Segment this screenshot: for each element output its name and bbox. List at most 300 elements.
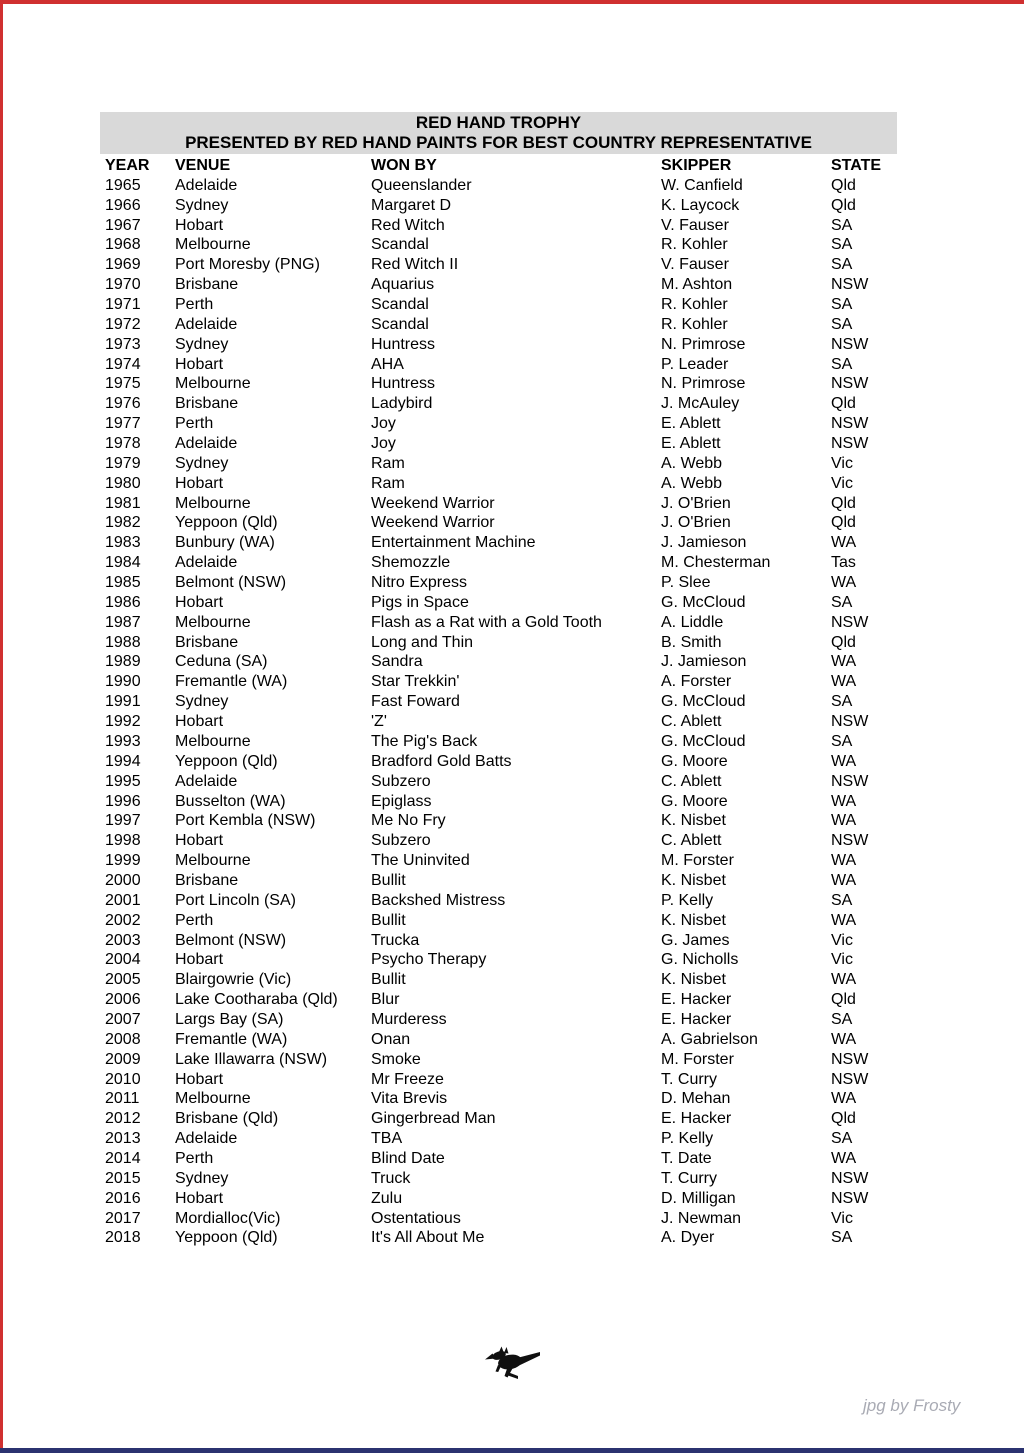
cell-state: WA: [831, 752, 857, 770]
column-header-skipper: SKIPPER: [661, 157, 732, 174]
cell-skipper: A. Gabrielson: [661, 1030, 758, 1048]
cell-won-by: Blur: [371, 991, 400, 1009]
cell-skipper: A. Liddle: [661, 613, 724, 631]
cell-year: 1973: [105, 335, 141, 353]
cell-year: 2014: [105, 1149, 141, 1167]
cell-state: Tas: [831, 554, 856, 572]
cell-won-by: Me No Fry: [371, 812, 446, 830]
cell-state: SA: [831, 1229, 853, 1247]
cell-year: 1975: [105, 375, 141, 393]
page-edge-left: [0, 0, 3, 1453]
cell-state: NSW: [831, 832, 869, 850]
cell-year: 2011: [105, 1090, 140, 1108]
cell-skipper: P. Kelly: [661, 1130, 714, 1148]
cell-year: 2001: [105, 891, 141, 909]
cell-won-by: Scandal: [371, 315, 429, 333]
cell-year: 2004: [105, 951, 141, 969]
cell-state: SA: [831, 216, 853, 234]
table-row: [100, 871, 897, 891]
trophy-table: [100, 156, 897, 1248]
cell-won-by: Joy: [371, 415, 396, 433]
cell-skipper: M. Ashton: [661, 276, 733, 294]
cell-won-by: Huntress: [371, 375, 436, 393]
cell-venue: Hobart: [175, 355, 224, 373]
cell-skipper: N. Primrose: [661, 375, 746, 393]
table-row: [100, 494, 897, 514]
cell-skipper: J. Newman: [661, 1209, 742, 1227]
table-row: [100, 573, 897, 593]
kangaroo-icon: [483, 1346, 541, 1380]
cell-year: 1979: [105, 454, 141, 472]
cell-year: 2013: [105, 1130, 141, 1148]
watermark-text: jpg by Frosty: [863, 1396, 961, 1415]
cell-skipper: M. Forster: [661, 852, 734, 870]
table-row: [100, 255, 897, 275]
cell-state: WA: [831, 792, 857, 810]
cell-state: Vic: [831, 951, 853, 969]
cell-venue: Perth: [175, 415, 214, 433]
cell-year: 1980: [105, 474, 141, 492]
cell-venue: Hobart: [175, 1189, 224, 1207]
cell-won-by: Aquarius: [371, 276, 435, 294]
cell-state: WA: [831, 971, 857, 989]
cell-year: 1988: [105, 633, 141, 651]
cell-won-by: Fast Foward: [371, 693, 460, 711]
table-row: [100, 315, 897, 335]
cell-venue: Hobart: [175, 593, 224, 611]
cell-won-by: Huntress: [371, 335, 436, 353]
cell-won-by: Entertainment Machine: [371, 534, 536, 552]
cell-venue: Adelaide: [175, 1130, 238, 1148]
cell-skipper: J. McAuley: [661, 395, 740, 413]
cell-won-by: Bullit: [371, 971, 406, 989]
cell-skipper: E. Hacker: [661, 991, 732, 1009]
cell-state: WA: [831, 812, 857, 830]
cell-state: WA: [831, 911, 857, 929]
table-row: [100, 891, 897, 911]
cell-year: 1984: [105, 554, 141, 572]
cell-skipper: K. Nisbet: [661, 871, 726, 889]
cell-skipper: J. Jamieson: [661, 534, 747, 552]
cell-year: 2010: [105, 1070, 141, 1088]
cell-year: 1997: [105, 812, 141, 830]
cell-year: 1967: [105, 216, 141, 234]
document-page: [100, 112, 897, 1248]
cell-skipper: D. Milligan: [661, 1189, 736, 1207]
cell-venue: Port Moresby (PNG): [175, 256, 320, 274]
cell-venue: Bunbury (WA): [175, 534, 275, 552]
cell-year: 2005: [105, 971, 141, 989]
table-row: [100, 593, 897, 613]
cell-state: SA: [831, 236, 853, 254]
cell-year: 1982: [105, 514, 141, 532]
cell-venue: Lake Cootharaba (Qld): [175, 991, 338, 1009]
cell-year: 2000: [105, 871, 141, 889]
cell-state: NSW: [831, 613, 869, 631]
cell-won-by: Long and Thin: [371, 633, 474, 651]
cell-venue: Busselton (WA): [175, 792, 286, 810]
cell-state: Vic: [831, 474, 853, 492]
cell-won-by: Blind Date: [371, 1149, 445, 1167]
cell-skipper: R. Kohler: [661, 296, 728, 314]
cell-won-by: Vita Brevis: [371, 1090, 448, 1108]
cell-skipper: R. Kohler: [661, 236, 728, 254]
cell-venue: Yeppoon (Qld): [175, 1229, 278, 1247]
cell-venue: Brisbane: [175, 276, 239, 294]
cell-won-by: Bullit: [371, 911, 406, 929]
cell-state: SA: [831, 296, 853, 314]
cell-year: 1966: [105, 196, 141, 214]
cell-skipper: J. Jamieson: [661, 653, 747, 671]
cell-skipper: A. Webb: [661, 474, 723, 492]
cell-won-by: The Uninvited: [371, 852, 470, 870]
cell-venue: Port Kembla (NSW): [175, 812, 316, 830]
cell-won-by: TBA: [371, 1130, 403, 1148]
cell-skipper: A. Dyer: [661, 1229, 715, 1247]
cell-venue: Sydney: [175, 335, 229, 353]
cell-state: WA: [831, 653, 857, 671]
cell-venue: Brisbane (Qld): [175, 1110, 279, 1128]
cell-state: WA: [831, 1030, 857, 1048]
table-row: [100, 553, 897, 573]
table-row: [100, 1149, 897, 1169]
cell-year: 2007: [105, 1010, 141, 1028]
cell-state: NSW: [831, 772, 869, 790]
table-header-row: [100, 156, 897, 176]
cell-state: NSW: [831, 435, 869, 453]
table-row: [100, 394, 897, 414]
cell-year: 1978: [105, 435, 141, 453]
column-header-won-by: WON BY: [371, 157, 437, 174]
cell-won-by: Murderess: [371, 1010, 447, 1028]
cell-skipper: A. Webb: [661, 454, 723, 472]
table-row: [100, 434, 897, 454]
table-row: [100, 235, 897, 255]
cell-state: Qld: [831, 633, 856, 651]
cell-venue: Adelaide: [175, 435, 238, 453]
cell-skipper: C. Ablett: [661, 772, 722, 790]
cell-year: 2017: [105, 1209, 141, 1227]
cell-venue: Melbourne: [175, 852, 251, 870]
cell-year: 1998: [105, 832, 141, 850]
cell-venue: Melbourne: [175, 732, 251, 750]
cell-venue: Belmont (NSW): [175, 574, 287, 592]
cell-skipper: P. Slee: [661, 574, 711, 592]
table-row: [100, 772, 897, 792]
cell-year: 2006: [105, 991, 141, 1009]
table-row: [100, 970, 897, 990]
table-row: [100, 1169, 897, 1189]
cell-year: 1977: [105, 415, 141, 433]
table-row: [100, 533, 897, 553]
cell-skipper: P. Leader: [661, 355, 729, 373]
table-row: [100, 474, 897, 494]
table-row: [100, 990, 897, 1010]
cell-state: Qld: [831, 395, 856, 413]
cell-won-by: Epiglass: [371, 792, 432, 810]
cell-skipper: T. Curry: [661, 1070, 717, 1088]
table-row: [100, 831, 897, 851]
cell-won-by: Truck: [371, 1169, 411, 1187]
cell-year: 1995: [105, 772, 141, 790]
table-row: [100, 1228, 897, 1248]
cell-year: 2012: [105, 1110, 141, 1128]
table-row: [100, 652, 897, 672]
cell-state: NSW: [831, 1050, 869, 1068]
cell-year: 2016: [105, 1189, 141, 1207]
cell-skipper: G. James: [661, 931, 730, 949]
table-row: [100, 613, 897, 633]
cell-venue: Perth: [175, 1149, 214, 1167]
cell-venue: Fremantle (WA): [175, 673, 288, 691]
cell-state: SA: [831, 1130, 853, 1148]
cell-won-by: Ram: [371, 454, 405, 472]
column-header-state: STATE: [831, 157, 882, 174]
cell-year: 1972: [105, 315, 141, 333]
table-row: [100, 454, 897, 474]
cell-won-by: Ram: [371, 474, 405, 492]
cell-skipper: V. Fauser: [661, 256, 729, 274]
cell-venue: Fremantle (WA): [175, 1030, 288, 1048]
cell-state: NSW: [831, 1189, 869, 1207]
cell-skipper: G. McCloud: [661, 732, 746, 750]
cell-skipper: R. Kohler: [661, 315, 728, 333]
cell-state: SA: [831, 593, 853, 611]
cell-state: SA: [831, 315, 853, 333]
cell-won-by: Ladybird: [371, 395, 433, 413]
cell-year: 1989: [105, 653, 141, 671]
cell-skipper: K. Nisbet: [661, 971, 726, 989]
cell-venue: Perth: [175, 911, 214, 929]
table-row: [100, 513, 897, 533]
table-row: [100, 1209, 897, 1229]
cell-state: SA: [831, 891, 853, 909]
cell-won-by: Smoke: [371, 1050, 421, 1068]
table-row: [100, 851, 897, 871]
cell-skipper: K. Nisbet: [661, 911, 726, 929]
cell-venue: Brisbane: [175, 633, 239, 651]
cell-won-by: Gingerbread Man: [371, 1110, 496, 1128]
cell-won-by: Nitro Express: [371, 574, 468, 592]
table-row: [100, 672, 897, 692]
cell-venue: Mordialloc(Vic): [175, 1209, 281, 1227]
cell-venue: Brisbane: [175, 871, 239, 889]
cell-venue: Sydney: [175, 1169, 229, 1187]
document-title: RED HAND TROPHY: [415, 113, 582, 132]
cell-won-by: Sandra: [371, 653, 423, 671]
cell-year: 1974: [105, 355, 141, 373]
cell-won-by: Red Witch: [371, 216, 445, 234]
cell-year: 2003: [105, 931, 141, 949]
cell-venue: Hobart: [175, 216, 224, 234]
cell-year: 1999: [105, 852, 141, 870]
cell-state: WA: [831, 673, 857, 691]
table-row: [100, 414, 897, 434]
cell-state: WA: [831, 852, 857, 870]
cell-state: SA: [831, 355, 853, 373]
cell-year: 1981: [105, 494, 141, 512]
cell-skipper: K. Laycock: [661, 196, 740, 214]
table-row: [100, 911, 897, 931]
cell-won-by: Pigs in Space: [371, 593, 469, 611]
cell-skipper: B. Smith: [661, 633, 722, 651]
cell-skipper: G. Moore: [661, 752, 728, 770]
table-row: [100, 732, 897, 752]
cell-venue: Melbourne: [175, 494, 251, 512]
cell-venue: Adelaide: [175, 554, 238, 572]
cell-year: 1976: [105, 395, 141, 413]
cell-skipper: N. Primrose: [661, 335, 746, 353]
cell-skipper: M. Forster: [661, 1050, 734, 1068]
table-row: [100, 355, 897, 375]
cell-venue: Adelaide: [175, 315, 238, 333]
table-row: [100, 1030, 897, 1050]
cell-skipper: M. Chesterman: [661, 554, 771, 572]
cell-venue: Adelaide: [175, 772, 238, 790]
cell-state: SA: [831, 693, 853, 711]
table-row: [100, 811, 897, 831]
table-row: [100, 1109, 897, 1129]
cell-won-by: Flash as a Rat with a Gold Tooth: [371, 613, 602, 631]
cell-year: 1968: [105, 236, 141, 254]
cell-year: 1991: [105, 693, 141, 711]
cell-state: WA: [831, 1090, 857, 1108]
cell-skipper: T. Date: [661, 1149, 712, 1167]
cell-venue: Yeppoon (Qld): [175, 514, 278, 532]
cell-year: 2015: [105, 1169, 141, 1187]
cell-state: SA: [831, 1010, 853, 1028]
cell-won-by: 'Z': [371, 713, 387, 731]
table-row: [100, 176, 897, 196]
cell-state: Qld: [831, 514, 856, 532]
cell-skipper: P. Kelly: [661, 891, 714, 909]
cell-year: 1987: [105, 613, 141, 631]
cell-won-by: Zulu: [371, 1189, 403, 1207]
cell-won-by: Star Trekkin': [371, 673, 460, 691]
cell-venue: Hobart: [175, 832, 224, 850]
cell-skipper: G. McCloud: [661, 693, 746, 711]
cell-won-by: It's All About Me: [371, 1229, 485, 1247]
cell-skipper: E. Hacker: [661, 1110, 732, 1128]
cell-year: 2008: [105, 1030, 141, 1048]
page-edge-top: [0, 0, 1024, 4]
cell-state: WA: [831, 534, 857, 552]
cell-state: NSW: [831, 276, 869, 294]
cell-venue: Hobart: [175, 713, 224, 731]
cell-venue: Belmont (NSW): [175, 931, 287, 949]
cell-skipper: G. McCloud: [661, 593, 746, 611]
column-header-year: YEAR: [105, 157, 150, 174]
cell-year: 1985: [105, 574, 141, 592]
cell-skipper: A. Forster: [661, 673, 732, 691]
cell-state: NSW: [831, 1070, 869, 1088]
cell-venue: Melbourne: [175, 613, 251, 631]
cell-won-by: Subzero: [371, 832, 431, 850]
cell-year: 1992: [105, 713, 141, 731]
cell-skipper: J. O'Brien: [661, 494, 731, 512]
cell-year: 1986: [105, 593, 141, 611]
cell-skipper: W. Canfield: [661, 176, 743, 194]
cell-venue: Perth: [175, 296, 214, 314]
cell-year: 2002: [105, 911, 141, 929]
cell-state: Qld: [831, 196, 856, 214]
table-row: [100, 950, 897, 970]
cell-won-by: Psycho Therapy: [371, 951, 487, 969]
table-row: [100, 1089, 897, 1109]
cell-venue: Hobart: [175, 951, 224, 969]
cell-won-by: Joy: [371, 435, 396, 453]
cell-state: Qld: [831, 176, 856, 194]
cell-venue: Sydney: [175, 454, 229, 472]
cell-year: 1990: [105, 673, 141, 691]
table-row: [100, 792, 897, 812]
cell-skipper: J. O'Brien: [661, 514, 731, 532]
table-body: [100, 176, 897, 1248]
cell-state: SA: [831, 256, 853, 274]
cell-skipper: C. Ablett: [661, 713, 722, 731]
cell-won-by: Weekend Warrior: [371, 514, 495, 532]
table-row: [100, 692, 897, 712]
column-header-venue: VENUE: [175, 157, 231, 174]
cell-year: 1993: [105, 732, 141, 750]
document-subtitle: PRESENTED BY RED HAND PAINTS FOR BEST COUNTRY REPRESENTATIVE: [185, 133, 812, 152]
cell-skipper: E. Hacker: [661, 1010, 732, 1028]
cell-state: WA: [831, 871, 857, 889]
cell-year: 1971: [105, 296, 141, 314]
cell-venue: Lake Illawarra (NSW): [175, 1050, 328, 1068]
cell-won-by: Bullit: [371, 871, 406, 889]
cell-state: NSW: [831, 375, 869, 393]
cell-won-by: Trucka: [371, 931, 420, 949]
cell-state: Vic: [831, 454, 853, 472]
cell-year: 1965: [105, 176, 141, 194]
cell-won-by: Subzero: [371, 772, 431, 790]
cell-state: Qld: [831, 991, 856, 1009]
cell-skipper: E. Ablett: [661, 415, 721, 433]
cell-state: WA: [831, 574, 857, 592]
table-row: [100, 931, 897, 951]
cell-year: 1970: [105, 276, 141, 294]
cell-skipper: D. Mehan: [661, 1090, 731, 1108]
cell-state: Vic: [831, 931, 853, 949]
cell-year: 2009: [105, 1050, 141, 1068]
cell-state: SA: [831, 732, 853, 750]
cell-won-by: Weekend Warrior: [371, 494, 495, 512]
table-row: [100, 1010, 897, 1030]
cell-won-by: Scandal: [371, 296, 429, 314]
cell-venue: Melbourne: [175, 375, 251, 393]
table-row: [100, 216, 897, 236]
table-row: [100, 1050, 897, 1070]
cell-state: Vic: [831, 1209, 853, 1227]
cell-skipper: C. Ablett: [661, 832, 722, 850]
cell-won-by: Onan: [371, 1030, 411, 1048]
cell-won-by: The Pig's Back: [371, 732, 478, 750]
cell-venue: Yeppoon (Qld): [175, 752, 278, 770]
cell-venue: Brisbane: [175, 395, 239, 413]
cell-year: 1994: [105, 752, 141, 770]
table-row: [100, 275, 897, 295]
cell-won-by: AHA: [371, 355, 404, 373]
cell-state: NSW: [831, 415, 869, 433]
table-row: [100, 295, 897, 315]
cell-won-by: Mr Freeze: [371, 1070, 444, 1088]
cell-venue: Ceduna (SA): [175, 653, 268, 671]
table-row: [100, 1070, 897, 1090]
cell-venue: Hobart: [175, 1070, 224, 1088]
cell-won-by: Margaret D: [371, 196, 452, 214]
cell-venue: Hobart: [175, 474, 224, 492]
